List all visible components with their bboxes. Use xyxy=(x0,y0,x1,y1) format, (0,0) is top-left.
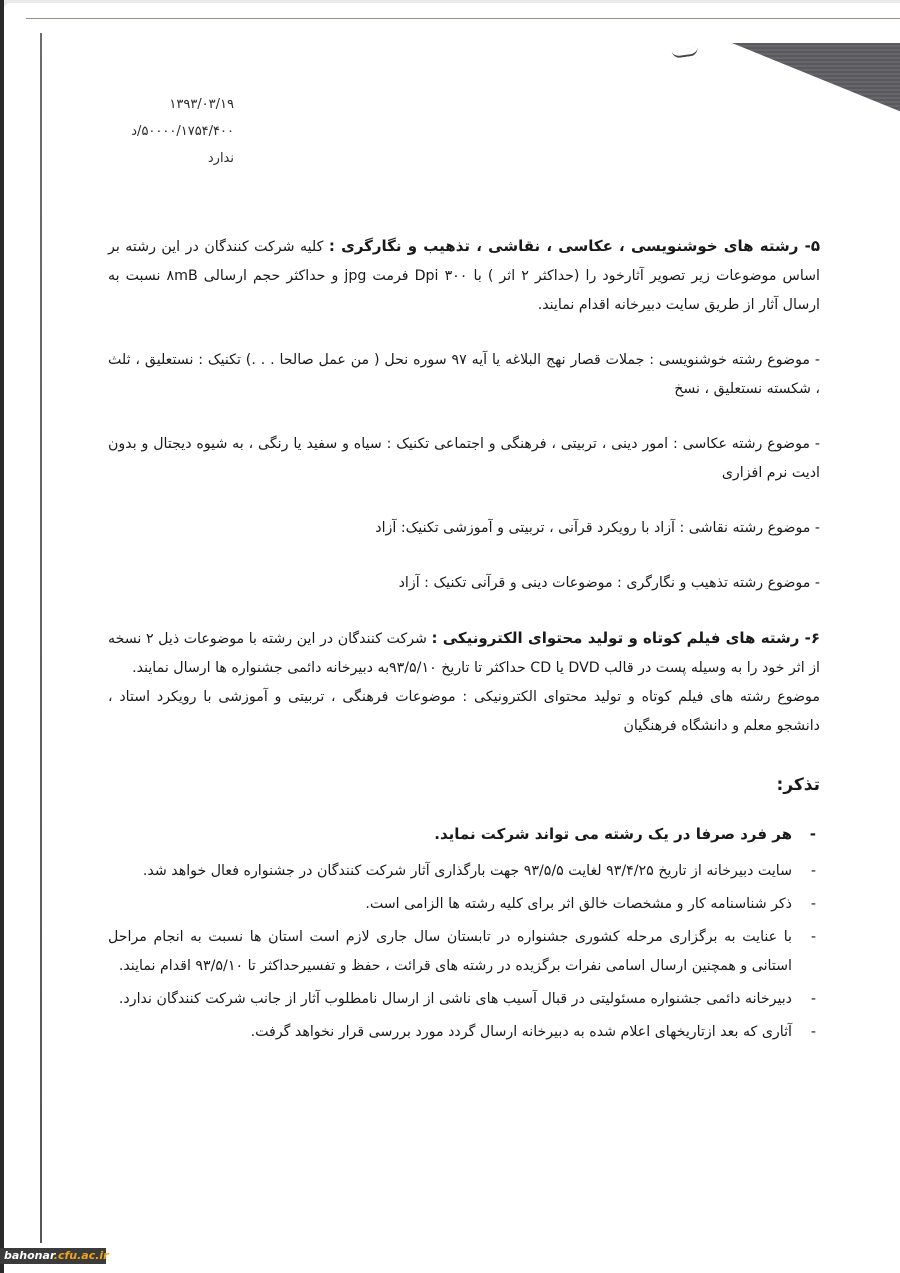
note-item: - با عنایت به برگزاری مرحله کشوری جشنواره در تابستان سال جاری لازم است استان ها نسبت به انجام مراحل استانی و همچنین ارسال اسامی نفرات برگزیده در رشته های قرائت ، حفظ و تفسیرحداکثر تا ۹۳/۵/۱۰ اقدام نمایند. xyxy=(108,923,820,981)
note-item: - آثاری که بعد ازتاریخهای اعلام شده به دبیرخانه ارسال گردد مورد بررسی قرار نخواهد گرفت. xyxy=(108,1018,820,1047)
binding-margin-line xyxy=(40,33,42,1243)
letter-header xyxy=(104,91,234,172)
site-watermark xyxy=(0,1248,109,1264)
watermark-accent: .cfu.ac.ir xyxy=(53,1249,109,1262)
notes-title: تذکر: xyxy=(776,775,820,795)
photography-topic: - موضوع رشته عکاسی : امور دینی ، تربیتی ، فرهنگی و اجتماعی تکنیک : سیاه و سفید یا رنگی ، به شیوه دیجتال و بدون ادیت نرم افزاری xyxy=(108,436,820,481)
folded-corner-shadow xyxy=(732,43,900,113)
letter-date: ۱۳۹۳/۰۳/۱۹ xyxy=(169,97,234,112)
painting-topic: - موضوع رشته نقاشی : آزاد با رویکرد قرآنی ، تربیتی و آموزشی تکنیک: آزاد xyxy=(375,520,820,536)
illumination-topic: - موضوع رشته تذهیب و نگارگری : موضوعات دینی و قرآنی تکنیک : آزاد xyxy=(398,575,820,591)
document-body xyxy=(108,232,820,1051)
section-5-body: کلیه شرکت کنندگان در این رشته بر اساس موضوعات زیر تصویر آثارخود را (حداکثر ۲ اثر ) با ۳۰۰ Dpi فرمت jpg و حداکثر حجم ارسالی ۸mB نسبت به ارسال آثار از طریق سایت دبیرخانه اقدام نمایند. xyxy=(108,239,820,313)
pen-mark xyxy=(672,47,699,59)
note-item: - هر فرد صرفا در یک رشته می تواند شرکت نماید. xyxy=(108,820,820,849)
letter-number: ۵۰۰۰۰/۱۷۵۴/۴۰۰/د xyxy=(131,124,234,139)
note-item: - ذکر شناسنامه کار و مشخصات خالق اثر برای کلیه رشته ها الزامی است. xyxy=(108,890,820,919)
watermark-main: bahonar xyxy=(4,1249,54,1262)
note-item: - سایت دبیرخانه از تاریخ ۹۳/۴/۲۵ لغایت ۹۳/۵/۵ جهت بارگذاری آثار شرکت کنندگان در جشنواره فعال خواهد شد. xyxy=(108,857,820,886)
letter-attachment: ندارد xyxy=(207,151,234,166)
section-5-title: ۵- رشته های خوشنویسی ، عکاسی ، نقاشی ، تذهیب و نگارگری : xyxy=(328,237,820,255)
film-topic: موضوع رشته های فیلم کوتاه و تولید محتوای الکترونیکی : موضوعات فرهنگی ، تربیتی و آموزشی با رویکرد استاد ، دانشجو معلم و دانشگاه فرهنگیان xyxy=(108,689,820,734)
page-top-border xyxy=(26,18,900,19)
section-6-body: شرکت کنندگان در این رشته با موضوعات ذیل ۲ نسخه از اثر خود را به وسیله پست در قالب DVD یا CD حداکثر تا تاریخ ۹۳/۵/۱۰به دبیرخانه دائمی جشنواره ها ارسال نمایند. xyxy=(108,631,820,676)
notes-list xyxy=(108,820,820,1047)
section-6-title: ۶- رشته های فیلم کوتاه و تولید محتوای الکترونیکی : xyxy=(431,629,820,647)
section-5-paragraph xyxy=(108,232,820,320)
note-item: - دبیرخانه دائمی جشنواره مسئولیتی در قبال آسیب های ناشی از ارسال نامطلوب آثار از جانب شرکت کنندگان ندارد. xyxy=(108,985,820,1014)
section-6-paragraph xyxy=(108,624,820,683)
calligraphy-topic: - موضوع رشته خوشنویسی : جملات قصار نهج البلاغه یا آیه ۹۷ سوره نحل ( من عمل صالحا . . .) تکنیک : نستعلیق ، ثلث ، شکسته نستعلیق ، نسخ xyxy=(108,352,821,397)
